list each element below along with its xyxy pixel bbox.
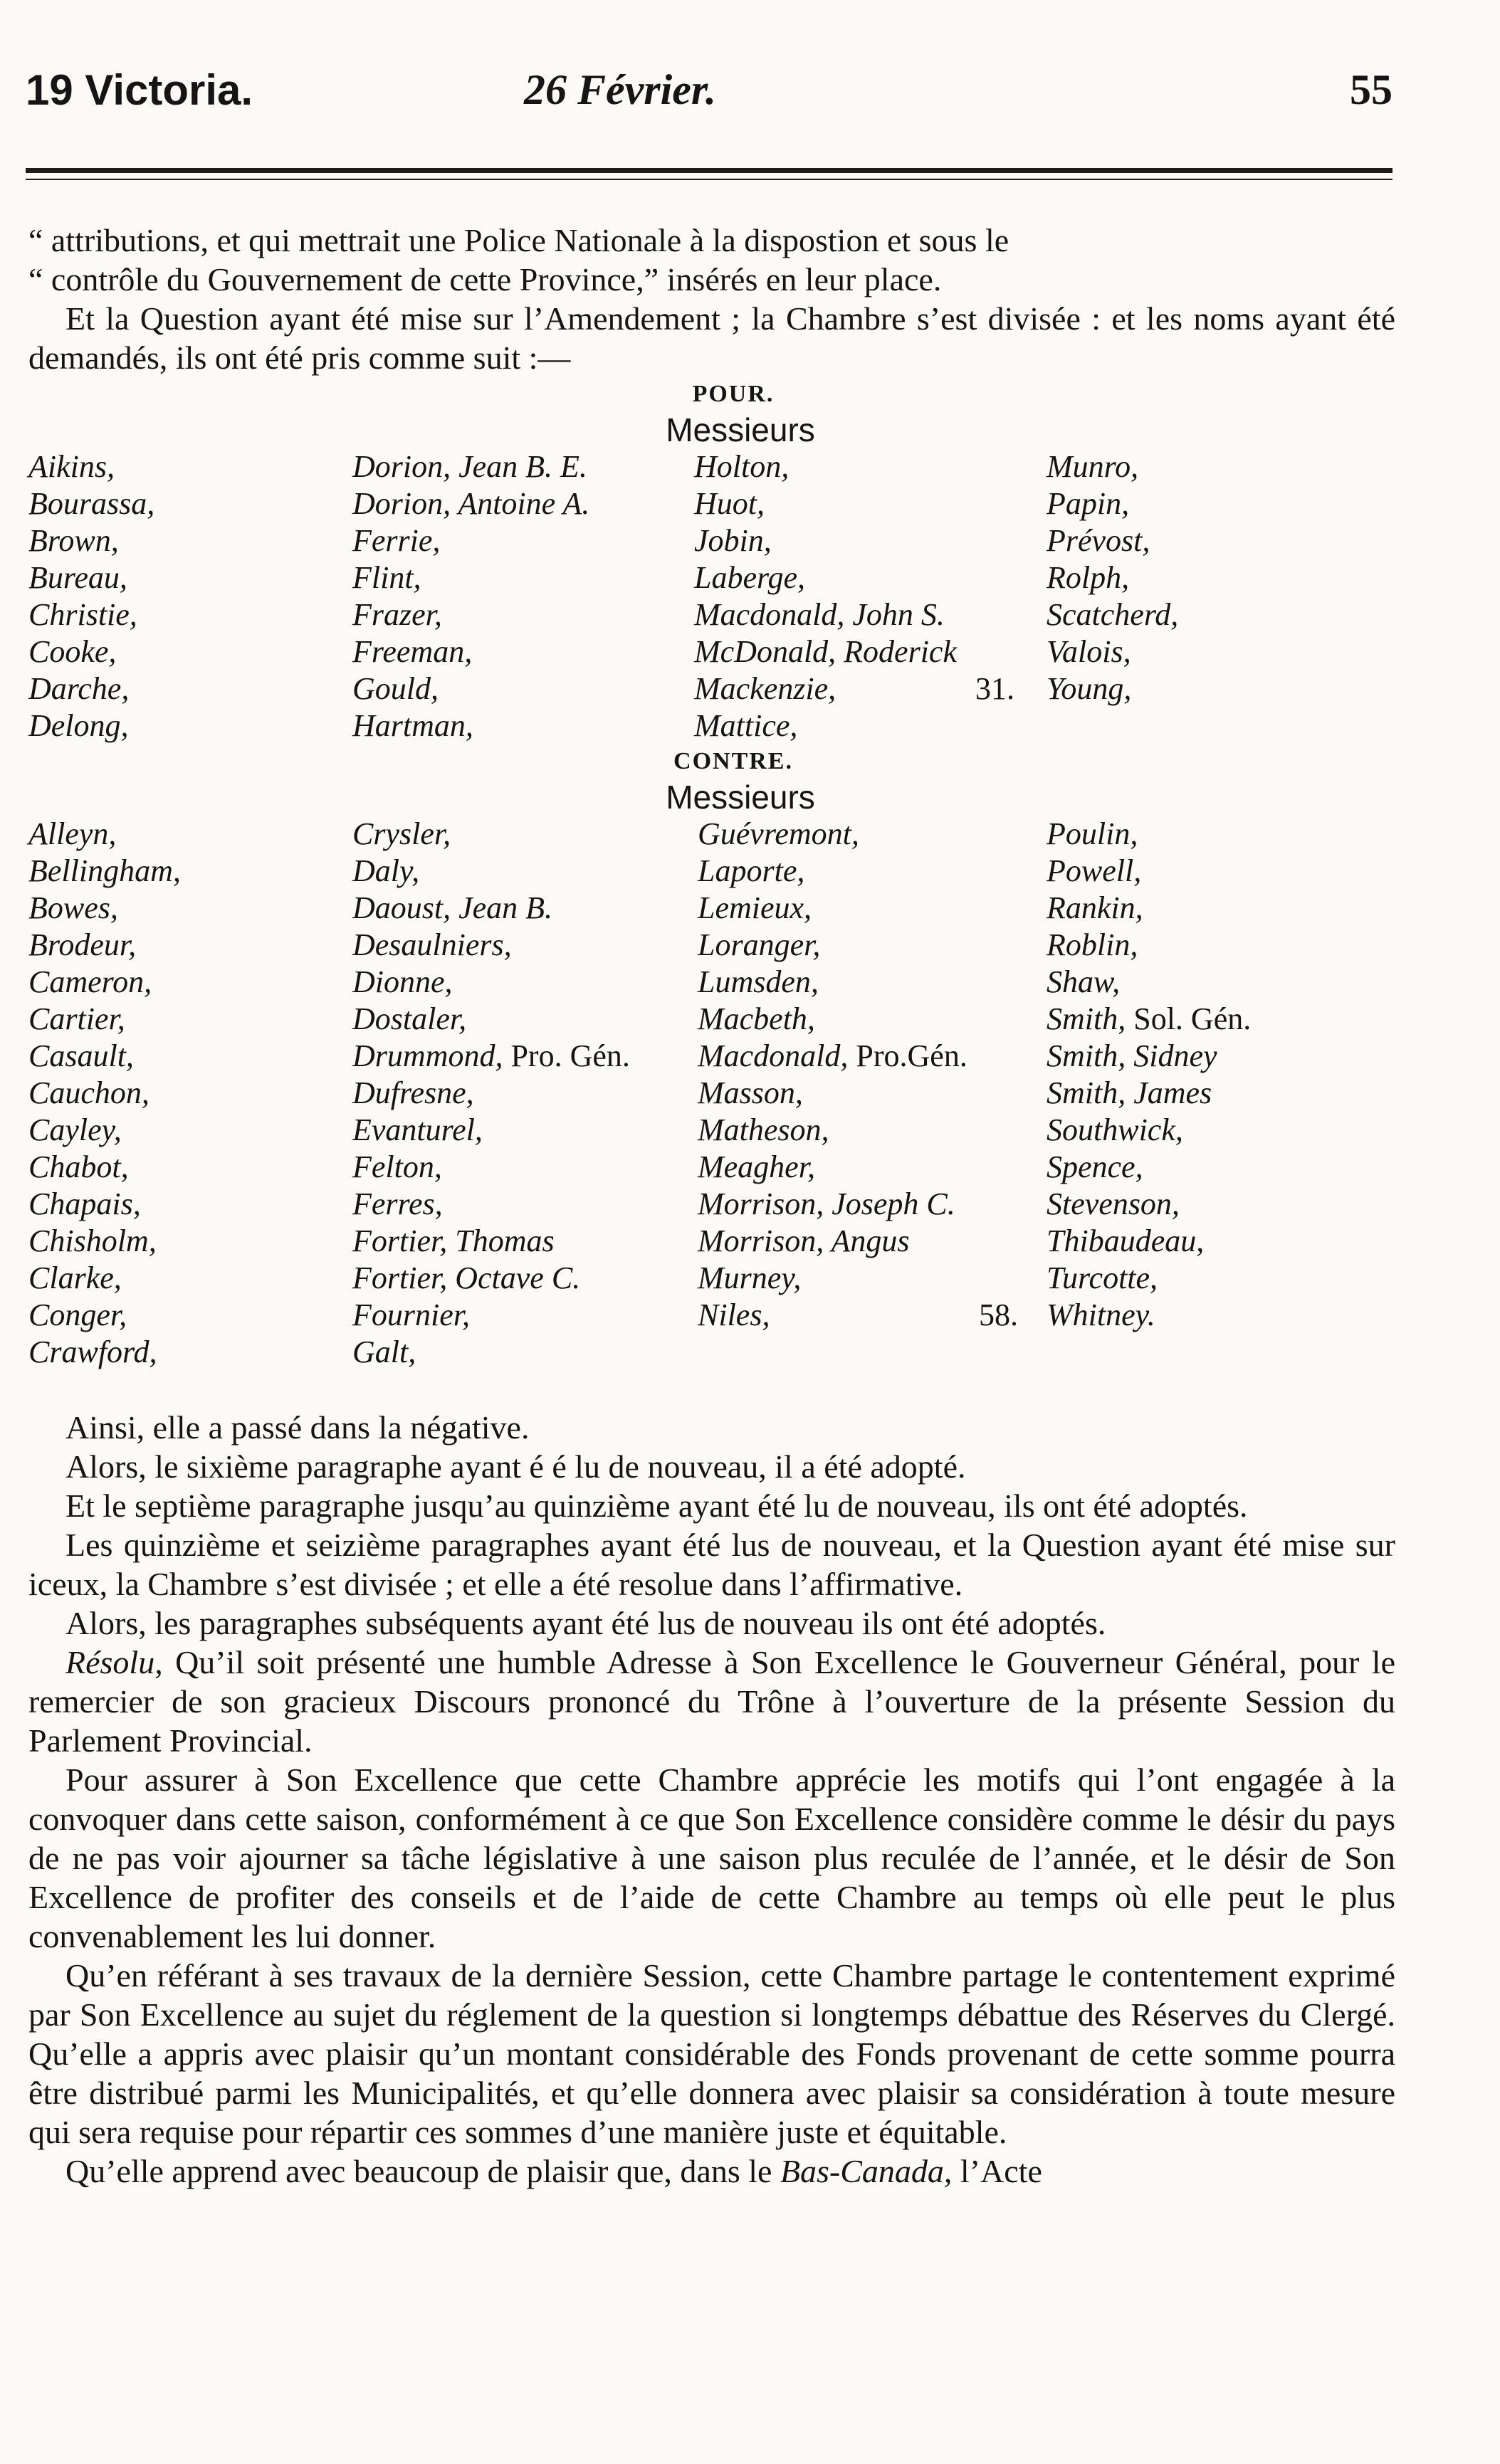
- paragraph-clergy-reserves: Qu’en référant à ses travaux de la dernière Session, cette Chambre partage le contentement exprimé par Son Excellence au sujet du réglement de la question si longtemps débattue des Réserves du Clergé. Qu’elle a appris avec plaisir qu’un montant considérable des Fonds provenant de cette somme pourra être distribué parmi les Municipalités, et qu’elle donnera avec plaisir sa considération à toute mesure qui sera requise pour répartir ces sommes d’une manière juste et équitable.: [28, 1957, 1395, 2150]
- member-name: Turcotte,: [1047, 1260, 1158, 1295]
- member-title: Sol. Gén.: [1126, 1001, 1252, 1036]
- member-name: Daoust, Jean B.: [352, 890, 553, 925]
- member-name: Dorion, Antoine A.: [352, 486, 590, 521]
- member-surname: Smith,: [1047, 1038, 1126, 1073]
- member-name: Freeman,: [352, 634, 473, 669]
- paragraph-subsequent: Alors, les paragraphes subséquents ayant été lus de nouveau ils ont été adoptés.: [65, 1605, 1106, 1641]
- member-name: Jobin,: [694, 523, 772, 558]
- member-name: Laporte,: [698, 853, 805, 888]
- member-name: Daly,: [352, 853, 420, 888]
- member-name: Macbeth,: [698, 1001, 815, 1036]
- member-name: Scatcherd,: [1047, 597, 1179, 632]
- division-paragraph: Et la Question ayant été mise sur l’Amendement ; la Chambre s’est divisée : et les noms ayant été demandés, ils ont été pris comme suit :—: [28, 300, 1395, 376]
- member-name: Mackenzie,: [694, 671, 836, 706]
- member-name: Frazer,: [352, 597, 442, 632]
- member-name: Meagher,: [698, 1149, 815, 1184]
- pour-name-list: [28, 448, 1395, 744]
- paragraph-lead: Qu’elle apprend avec beaucoup de plaisir que, dans le: [65, 2153, 780, 2189]
- member-name: Cauchon,: [28, 1075, 150, 1110]
- member-name: Lemieux,: [698, 890, 812, 925]
- member-name: Fortier, Octave C.: [352, 1260, 581, 1295]
- paragraph-assurance: Pour assurer à Son Excellence que cette Chambre apprécie les motifs qui l’ont engagée à la convoquer dans cette saison, conformément à ce que Son Excellence considère comme le désir du pays de ne pas voir ajourner sa tâche législative à une saison plus reculée de l’année, et le désir de Son Excellence de profiter des conseils et de l’aide de cette Chambre au temps où elle peut le plus convenablement les lui donner.: [28, 1762, 1395, 1954]
- paragraph-bas-canada: [28, 2152, 1395, 2191]
- member-name: Valois,: [1047, 634, 1131, 669]
- member-name: Gould,: [352, 671, 439, 706]
- member-name: Huot,: [694, 486, 765, 521]
- member-name: Evanturel,: [352, 1112, 483, 1147]
- member-name: Niles,: [698, 1297, 770, 1332]
- member-name: Galt,: [352, 1334, 416, 1369]
- member-name: Masson,: [698, 1075, 803, 1110]
- member-name: Bourassa,: [28, 486, 155, 521]
- member-name: Macdonald, John S.: [694, 597, 945, 632]
- running-head: [26, 65, 1393, 122]
- member-name: Ferres,: [352, 1186, 443, 1221]
- member-name: Felton,: [352, 1149, 442, 1184]
- intro-line-2: “ contrôle du Gouvernement de cette Province,” insérés en leur place.: [28, 261, 942, 298]
- member-name: Murney,: [698, 1260, 802, 1295]
- member-name: Powell,: [1047, 853, 1142, 888]
- member-name: Chisholm,: [28, 1223, 157, 1258]
- page-body: [28, 221, 1395, 2191]
- member-name: Southwick,: [1047, 1112, 1183, 1147]
- member-name: [352, 1038, 630, 1075]
- member-name: Clarke,: [28, 1260, 122, 1295]
- member-name: Cayley,: [28, 1112, 122, 1147]
- resolu-lead: Résolu,: [65, 1644, 163, 1680]
- paragraph-seventh: Et le septième paragraphe jusqu’au quinzième ayant été lu de nouveau, ils ont été adoptés.: [65, 1488, 1248, 1524]
- member-name: Roblin,: [1047, 927, 1138, 962]
- pour-col-3: [694, 448, 957, 744]
- member-name: Bureau,: [28, 560, 127, 595]
- contre-count: 58.: [979, 1297, 1018, 1332]
- member-name: Brown,: [28, 523, 119, 558]
- member-name: Morrison, Joseph C.: [698, 1186, 955, 1221]
- header-rule-thick: [26, 168, 1393, 173]
- contre-col-3: [698, 816, 967, 1334]
- member-name: Aikins,: [28, 449, 115, 484]
- header-regnal-year: 19 Victoria.: [26, 66, 253, 114]
- member-name: Mattice,: [694, 708, 798, 743]
- member-name: Alleyn,: [28, 816, 117, 851]
- member-name: Rankin,: [1047, 890, 1143, 925]
- member-name: Delong,: [28, 708, 129, 743]
- member-name: Christie,: [28, 597, 137, 632]
- member-forename: Sidney: [1126, 1038, 1217, 1073]
- member-name: Spence,: [1047, 1149, 1143, 1184]
- member-name: Crysler,: [352, 816, 451, 851]
- intro-line-1: “ attributions, et qui mettrait une Police Nationale à la dispostion et sous le: [28, 222, 1009, 258]
- member-name: Holton,: [694, 449, 790, 484]
- member-name: [1047, 1038, 1251, 1075]
- member-name: Dufresne,: [352, 1075, 474, 1110]
- member-name: Guévremont,: [698, 816, 859, 851]
- pour-col-4: [1047, 448, 1178, 707]
- header-date: 26 Février.: [524, 66, 716, 113]
- member-name: Rolph,: [1047, 560, 1130, 595]
- member-name: Cameron,: [28, 964, 152, 999]
- paragraph-resolution: [28, 1643, 1395, 1760]
- member-name: Bellingham,: [28, 853, 181, 888]
- paragraph-fifteenth-sixteenth: Les quinzième et seizième paragraphes ayant été lus de nouveau, et la Question ayant été mise sur iceux, la Chambre s’est divisée ; et elle a été resolue dans l’affirmative.: [28, 1527, 1395, 1602]
- member-name: Papin,: [1047, 486, 1130, 521]
- member-title: Pro. Gén.: [503, 1038, 630, 1073]
- pour-col-1: [28, 448, 154, 744]
- pour-heading: POUR.: [692, 381, 775, 407]
- member-name: Crawford,: [28, 1334, 157, 1369]
- header-rule-thin: [26, 179, 1393, 180]
- contre-col-4: [1047, 816, 1251, 1334]
- member-name: Poulin,: [1047, 816, 1138, 851]
- member-name: Whitney.: [1047, 1297, 1155, 1332]
- member-surname: Drummond,: [352, 1038, 503, 1073]
- contre-col-1: [28, 816, 181, 1371]
- member-name: [1047, 1001, 1251, 1038]
- member-name: Chapais,: [28, 1186, 141, 1221]
- pour-count: 31.: [975, 671, 1014, 706]
- pour-messieurs: Messieurs: [666, 411, 815, 448]
- member-name: Laberge,: [694, 560, 806, 595]
- member-name: Matheson,: [698, 1112, 829, 1147]
- member-name: Fournier,: [352, 1297, 470, 1332]
- member-name: Ferrie,: [352, 523, 441, 558]
- member-name: Dostaler,: [352, 1001, 467, 1036]
- bas-canada: Bas-Canada,: [780, 2153, 953, 2189]
- member-name: Flint,: [352, 560, 421, 595]
- member-name: Fortier, Thomas: [352, 1223, 555, 1258]
- member-name: [698, 1038, 967, 1075]
- member-name: Munro,: [1047, 449, 1139, 484]
- page-number: 55: [1350, 66, 1393, 113]
- member-name: Young,: [1047, 671, 1132, 706]
- member-name: Thibaudeau,: [1047, 1223, 1205, 1258]
- resolution-text: Qu’il soit présenté une humble Adresse à Son Excellence le Gouverneur Général, pour le remercier de son gracieux Discours prononcé du Trône à l’ouverture de la présente Session du Parlement Provincial.: [28, 1644, 1395, 1759]
- member-name: Brodeur,: [28, 927, 137, 962]
- member-name: Shaw,: [1047, 964, 1121, 999]
- member-name: Desaulniers,: [352, 927, 512, 962]
- member-name: Smith, James: [1047, 1075, 1212, 1110]
- contre-col-2: [352, 816, 630, 1371]
- member-name: McDonald, Roderick: [694, 634, 957, 669]
- member-name: Conger,: [28, 1297, 127, 1332]
- member-surname: Macdonald,: [698, 1038, 849, 1073]
- pour-col-2: [352, 448, 589, 744]
- contre-messieurs: Messieurs: [666, 779, 815, 816]
- member-name: Morrison, Angus: [698, 1223, 910, 1258]
- member-name: Dorion, Jean B. E.: [352, 449, 587, 484]
- member-name: Bowes,: [28, 890, 118, 925]
- contre-name-list: [28, 816, 1395, 1408]
- member-name: Chabot,: [28, 1149, 129, 1184]
- member-name: Darche,: [28, 671, 130, 706]
- contre-heading: CONTRE.: [673, 748, 793, 774]
- member-name: Lumsden,: [698, 964, 819, 999]
- member-name: Stevenson,: [1047, 1186, 1180, 1221]
- member-name: Dionne,: [352, 964, 453, 999]
- paragraph-negative: Ainsi, elle a passé dans la négative.: [65, 1409, 530, 1446]
- member-name: Cartier,: [28, 1001, 125, 1036]
- member-name: Hartman,: [352, 708, 473, 743]
- paragraph-sixth: Alors, le sixième paragraphe ayant é é lu de nouveau, il a été adopté.: [65, 1448, 966, 1485]
- member-surname: Smith,: [1047, 1001, 1126, 1036]
- member-name: Loranger,: [698, 927, 821, 962]
- member-title: Pro.Gén.: [848, 1038, 967, 1073]
- member-name: Prévost,: [1047, 523, 1150, 558]
- member-name: Casault,: [28, 1038, 134, 1073]
- member-name: Cooke,: [28, 634, 117, 669]
- paragraph-tail: l’Acte: [952, 2153, 1042, 2189]
